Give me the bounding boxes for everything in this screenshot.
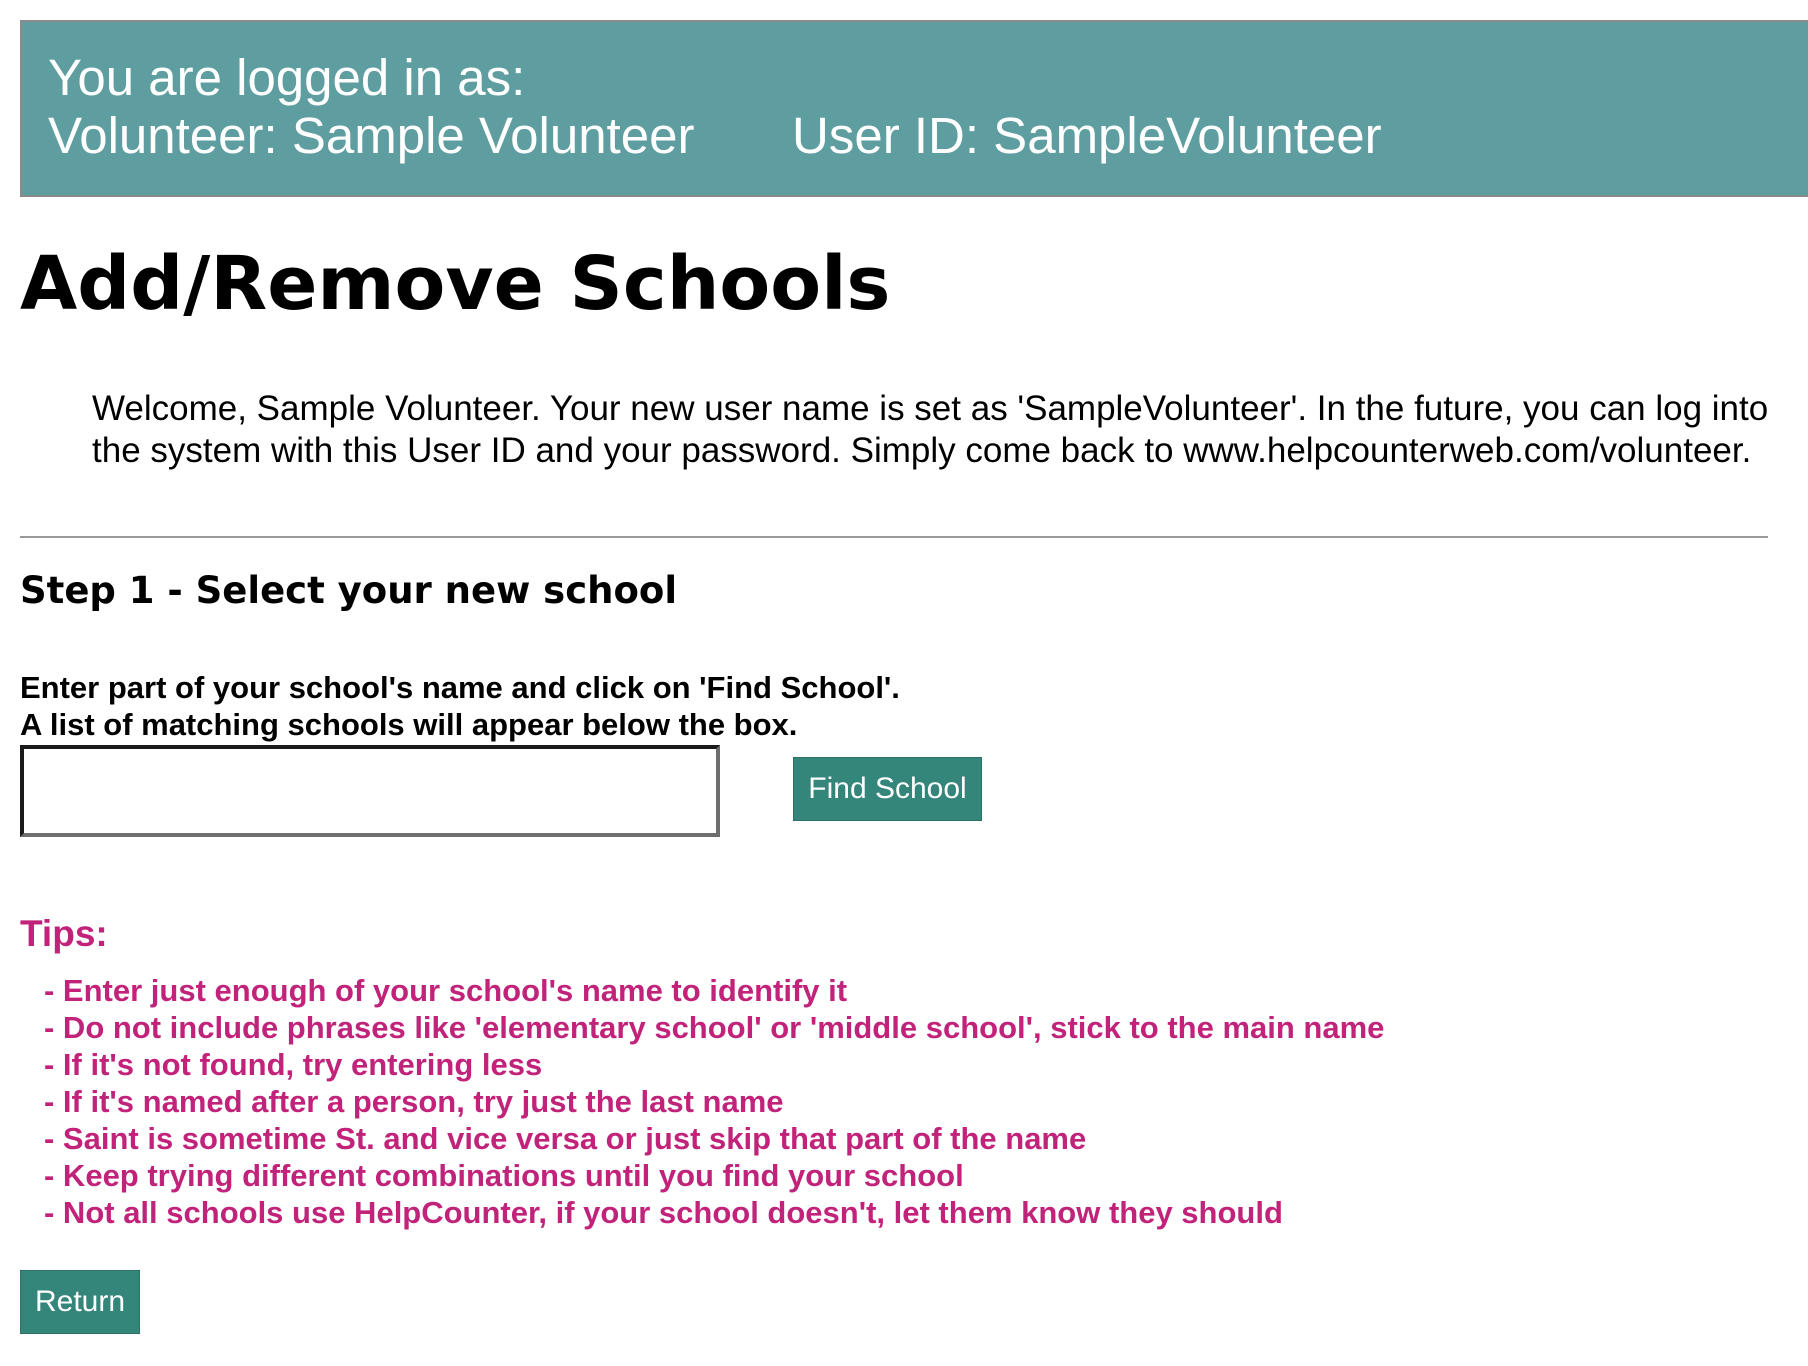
tip-item: - Not all schools use HelpCounter, if your school doesn't, let them know they should <box>44 1195 1283 1230</box>
tips-heading: Tips: <box>20 913 108 954</box>
step-1-title: Step 1 - Select your new school <box>20 569 678 612</box>
school-search-input[interactable] <box>20 745 720 837</box>
login-details <box>48 107 1808 165</box>
return-button[interactable]: Return <box>20 1270 140 1334</box>
tip-item: - If it's not found, try entering less <box>44 1047 543 1082</box>
logged-in-label: You are logged in as: <box>48 49 526 106</box>
welcome-message: Welcome, Sample Volunteer. Your new user name is set as 'SampleVolunteer'. In the future, you can log into the system with this User ID and your password. Simply come back to www.helpcounterweb.com/volunteer. <box>92 389 1769 470</box>
tip-item: - If it's named after a person, try just the last name <box>44 1084 784 1119</box>
instruction-line-1: Enter part of your school's name and click on 'Find School'. <box>20 670 900 705</box>
tip-item: - Enter just enough of your school's name to identify it <box>44 973 848 1008</box>
tip-item: - Do not include phrases like 'elementary school' or 'middle school', stick to the main name <box>44 1010 1385 1045</box>
page-title: Add/Remove Schools <box>20 241 891 327</box>
tips-list <box>44 972 1384 1231</box>
section-divider <box>20 536 1768 538</box>
find-school-button[interactable]: Find School <box>793 757 982 821</box>
user-id: User ID: SampleVolunteer <box>792 107 1382 164</box>
volunteer-name: Volunteer: Sample Volunteer <box>48 107 695 164</box>
search-instructions <box>20 669 900 743</box>
login-banner <box>20 20 1808 197</box>
tip-item: - Saint is sometime St. and vice versa or just skip that part of the name <box>44 1121 1087 1156</box>
tip-item: - Keep trying different combinations until you find your school <box>44 1158 964 1193</box>
instruction-line-2: A list of matching schools will appear below the box. <box>20 707 798 742</box>
